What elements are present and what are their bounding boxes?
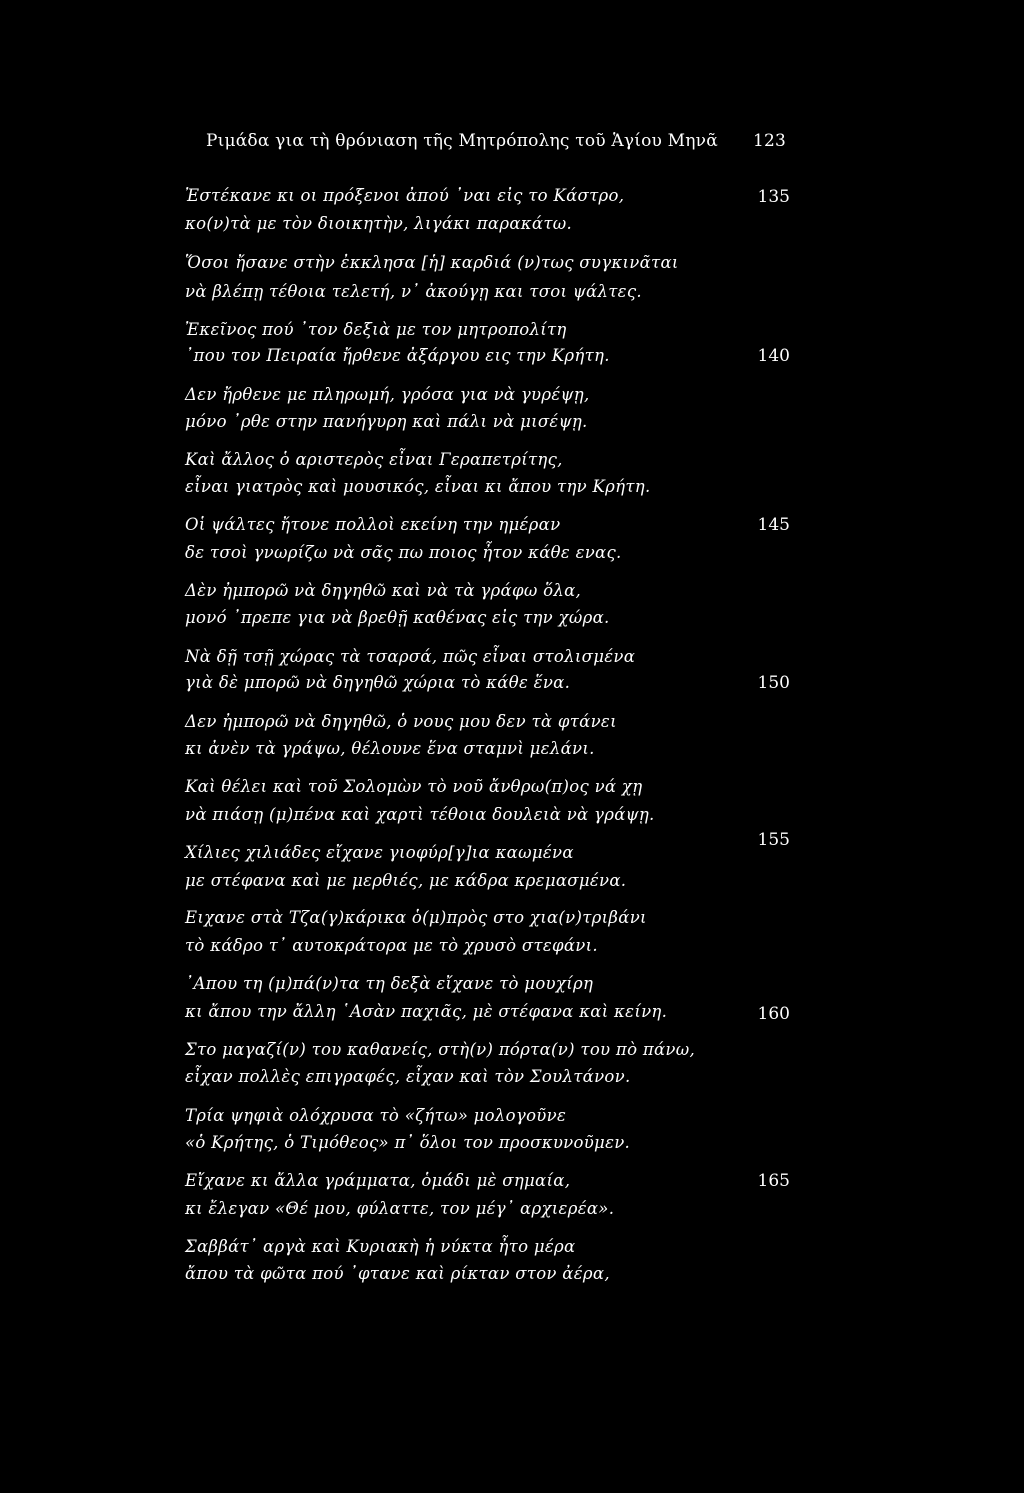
poem-line: Ἐκεῖνος πού ᾿τον δεξιὰ με τον μητροπολίτη: [185, 320, 567, 339]
poem-line: Δεν ἤρθενε με πληρωμή, γρόσα για νὰ γυρέψῃ,: [185, 385, 590, 404]
poem-line: Καὶ ἄλλος ὁ αριστερὸς εἶναι Γεραπετρίτης,: [185, 450, 563, 469]
poem-line: Καὶ θέλει καὶ τοῦ Σολομὼν τὸ νοῦ ἄνθρω(π)ος νά χῃ: [185, 777, 643, 796]
poem-line: εἶχαν πολλὲς επιγραφές, εἶχαν καὶ τὸν Σουλτάνον.: [185, 1067, 631, 1086]
poem-line: Ὅσοι ἤσανε στὴν ἐκκλησα [ἡ] καρδιά (ν)τως συγκινᾶται: [185, 253, 679, 272]
verse-number: 150: [757, 673, 790, 693]
poem-line: κι ἔλεγαν «Θέ μου, φύλαττε, τον μέγ᾿ αρχιερέα».: [185, 1199, 615, 1218]
poem-line: ᾿που τον Πειραία ἤρθενε ἀξάργου εις την Κρήτη.: [185, 346, 610, 365]
page-number: 123: [752, 131, 786, 151]
poem-line: Δὲν ἠμπορῶ νὰ δηγηθῶ καὶ νὰ τὰ γράφω ὅλα,: [185, 581, 582, 600]
poem-line: τὸ κάδρο τ᾿ αυτοκράτορα με τὸ χρυσὸ στεφάνι.: [185, 936, 598, 955]
poem-line: Ἐστέκανε κι οι πρόξενοι ἀπού ᾿ναι εἰς το Κάστρο,: [185, 186, 625, 205]
poem-line: ἄπου τὰ φῶτα πού ᾿φτανε καὶ ρίκταν στον ἀέρα,: [185, 1264, 610, 1283]
poem-line: κο(ν)τὰ με τὸν διοικητὴν, λιγάκι παρακάτω.: [185, 214, 573, 233]
verse-number: 140: [757, 346, 790, 366]
verse-number: 155: [757, 830, 790, 850]
running-title: Ριμάδα για τὴ θρόνιαση τῆς Μητρόπολης τοῦ Ἁγίου Μηνᾶ: [206, 131, 718, 151]
poem-line: Οἱ ψάλτες ἤτονε πολλοὶ εκείνη την ημέραν: [185, 515, 561, 534]
poem-line: εἶναι γιατρὸς καὶ μουσικός, εἶναι κι ἄπου την Κρήτη.: [185, 477, 651, 496]
poem-line: Ειχανε στὰ Τζα(γ)κάρικα ὁ(μ)πρὸς στο χια(ν)τριβάνι: [185, 908, 647, 927]
running-header: [206, 131, 786, 161]
verse-number: 145: [757, 515, 790, 535]
poem-line: Τρία ψηφιὰ ολόχρυσα τὸ «ζήτω» μολογοῦνε: [185, 1106, 567, 1125]
poem-line: μονό ᾿πρεπε για νὰ βρεθῇ καθένας εἰς την χώρα.: [185, 608, 610, 627]
poem-line: μόνο ᾿ρθε στην πανήγυρη καὶ πάλι νὰ μισέψῃ.: [185, 412, 588, 431]
poem-line: νὰ βλέπῃ τέθοια τελετή, ν᾿ ἀκούγῃ και τσοι ψάλτες.: [185, 282, 642, 301]
poem-line: Δεν ἠμπορῶ νὰ δηγηθῶ, ὁ νους μου δεν τὰ φτάνει: [185, 712, 617, 731]
poem-line: Στο μαγαζί(ν) του καθανείς, στὴ(ν) πόρτα(ν) του πὸ πάνω,: [185, 1040, 696, 1059]
poem-line: Σαββάτ᾿ αργὰ καὶ Κυριακὴ ἡ νύκτα ἦτο μέρα: [185, 1237, 576, 1256]
verse-number: 165: [757, 1171, 790, 1191]
poem-line: ᾿Απου τη (μ)πά(ν)τα τη δεξὰ εἴχανε τὸ μουχίρη: [185, 974, 594, 993]
poem-line: Χίλιες χιλιάδες εἴχανε γιοφύρ[γ]ια καωμένα: [185, 843, 574, 862]
poem-line: νὰ πιάσῃ (μ)πένα καὶ χαρτὶ τέθοια δουλειὰ νὰ γράψῃ.: [185, 805, 655, 824]
poem-line: γιὰ δὲ μπορῶ νὰ δηγηθῶ χώρια τὸ κάθε ἕνα.: [185, 673, 571, 692]
poem-line: «ὁ Κρήτης, ὁ Τιμόθεος» π᾿ ὅλοι τον προσκυνοῦμεν.: [185, 1133, 631, 1152]
poem-line: δε τσοὶ γνωρίζω νὰ σᾶς πω ποιος ἦτον κάθε ενας.: [185, 543, 622, 562]
poem-line: με στέφανα καὶ με μερθιές, με κάδρα κρεμασμένα.: [185, 871, 627, 890]
verse-number: 135: [757, 187, 790, 207]
poem-line: κι ἄπου την ἄλλη ῾Ασὰν παχιᾶς, μὲ στέφανα καὶ κείνη.: [185, 1002, 668, 1021]
poem-line: Εἴχανε κι ἄλλα γράμματα, ὁμάδι μὲ σημαία,: [185, 1171, 571, 1190]
verse-number: 160: [757, 1004, 790, 1024]
poem-line: κι ἀνὲν τὰ γράψω, θέλουνε ἕνα σταμνὶ μελάνι.: [185, 739, 595, 758]
poem-line: Νὰ δῇ τσῇ χώρας τὰ τσαρσά, πῶς εἶναι στολισμένα: [185, 647, 636, 666]
